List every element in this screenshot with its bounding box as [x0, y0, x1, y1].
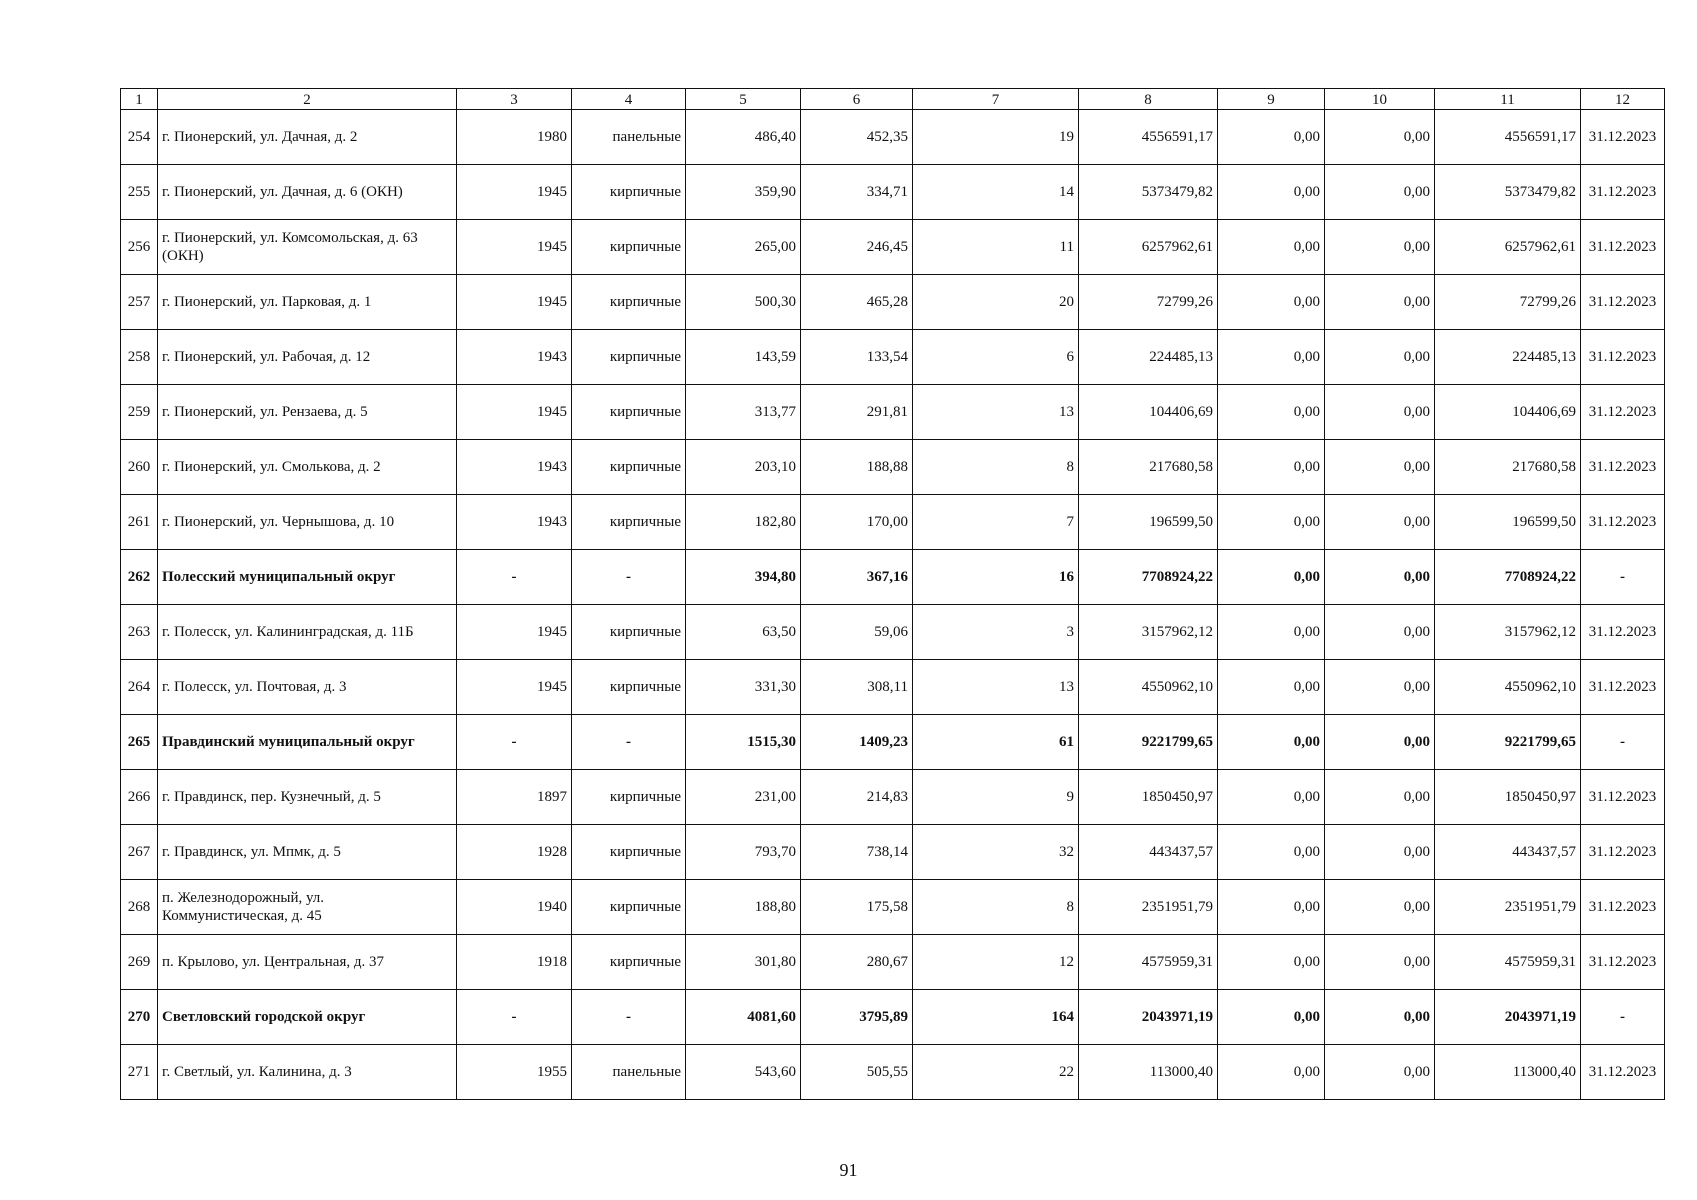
cell-row-number: 265: [121, 715, 158, 770]
cell-wall-material: кирпичные: [572, 440, 686, 495]
cell-cost-total: 72799,26: [1079, 275, 1218, 330]
column-header-2: 2: [158, 89, 457, 110]
cell-area-total: 182,80: [686, 495, 801, 550]
cell-cost-budget: 0,00: [1325, 330, 1435, 385]
table-header: [121, 89, 1665, 110]
cell-address: Правдинский муниципальный округ: [158, 715, 457, 770]
cell-cost-total: 104406,69: [1079, 385, 1218, 440]
cell-cost-total: 4550962,10: [1079, 660, 1218, 715]
table-row: [121, 605, 1665, 660]
cell-row-number: 263: [121, 605, 158, 660]
table-row: [121, 385, 1665, 440]
header-row: [121, 89, 1665, 110]
cell-cost-budget: 0,00: [1325, 1045, 1435, 1100]
cell-wall-material: кирпичные: [572, 770, 686, 825]
table-row: [121, 275, 1665, 330]
table-row: [121, 1045, 1665, 1100]
cell-address: г. Полесск, ул. Калининградская, д. 11Б: [158, 605, 457, 660]
cell-row-number: 259: [121, 385, 158, 440]
cell-address: Светловский городской округ: [158, 990, 457, 1045]
cell-area-total: 500,30: [686, 275, 801, 330]
cell-deadline-date: 31.12.2023: [1581, 165, 1665, 220]
cell-residents-count: 12: [913, 935, 1079, 990]
cell-area-total: 486,40: [686, 110, 801, 165]
cell-area-living: 188,88: [801, 440, 913, 495]
cell-area-living: 308,11: [801, 660, 913, 715]
cell-wall-material: кирпичные: [572, 825, 686, 880]
cell-wall-material: кирпичные: [572, 330, 686, 385]
cell-cost-budget: 0,00: [1325, 550, 1435, 605]
cell-address: г. Пионерский, ул. Парковая, д. 1: [158, 275, 457, 330]
cell-year: 1945: [457, 220, 572, 275]
cell-cost-budget: 0,00: [1325, 495, 1435, 550]
cell-area-total: 143,59: [686, 330, 801, 385]
column-header-3: 3: [457, 89, 572, 110]
cell-wall-material: -: [572, 990, 686, 1045]
housing-table-container: [120, 88, 1664, 1100]
cell-deadline-date: 31.12.2023: [1581, 770, 1665, 825]
cell-cost-budget: 0,00: [1325, 935, 1435, 990]
cell-cost-total: 196599,50: [1079, 495, 1218, 550]
cell-cost-other: 2043971,19: [1435, 990, 1581, 1045]
cell-address: Полесский муниципальный округ: [158, 550, 457, 605]
cell-address: г. Пионерский, ул. Рабочая, д. 12: [158, 330, 457, 385]
column-header-8: 8: [1079, 89, 1218, 110]
cell-wall-material: -: [572, 550, 686, 605]
cell-area-total: 793,70: [686, 825, 801, 880]
table-row: [121, 165, 1665, 220]
cell-cost-total: 9221799,65: [1079, 715, 1218, 770]
cell-row-number: 269: [121, 935, 158, 990]
cell-deadline-date: 31.12.2023: [1581, 1045, 1665, 1100]
cell-cost-total: 443437,57: [1079, 825, 1218, 880]
cell-row-number: 255: [121, 165, 158, 220]
subtotal-row: [121, 715, 1665, 770]
cell-deadline-date: 31.12.2023: [1581, 220, 1665, 275]
table-row: [121, 880, 1665, 935]
cell-deadline-date: 31.12.2023: [1581, 935, 1665, 990]
cell-residents-count: 22: [913, 1045, 1079, 1100]
cell-address: г. Пионерский, ул. Рензаева, д. 5: [158, 385, 457, 440]
cell-area-living: 133,54: [801, 330, 913, 385]
cell-year: 1945: [457, 165, 572, 220]
cell-area-total: 1515,30: [686, 715, 801, 770]
cell-address: г. Полесск, ул. Почтовая, д. 3: [158, 660, 457, 715]
cell-cost-other: 4556591,17: [1435, 110, 1581, 165]
cell-area-total: 231,00: [686, 770, 801, 825]
cell-area-total: 4081,60: [686, 990, 801, 1045]
cell-deadline-date: 31.12.2023: [1581, 825, 1665, 880]
cell-area-living: 465,28: [801, 275, 913, 330]
cell-cost-fund: 0,00: [1218, 660, 1325, 715]
cell-wall-material: кирпичные: [572, 275, 686, 330]
cell-cost-fund: 0,00: [1218, 165, 1325, 220]
housing-table: [120, 88, 1665, 1100]
cell-area-living: 280,67: [801, 935, 913, 990]
cell-area-total: 543,60: [686, 1045, 801, 1100]
cell-address: п. Железнодорожный, ул. Коммунистическая, д. 45: [158, 880, 457, 935]
cell-cost-budget: 0,00: [1325, 605, 1435, 660]
cell-residents-count: 20: [913, 275, 1079, 330]
cell-area-living: 246,45: [801, 220, 913, 275]
cell-area-living: 1409,23: [801, 715, 913, 770]
cell-area-total: 394,80: [686, 550, 801, 605]
cell-cost-other: 217680,58: [1435, 440, 1581, 495]
cell-row-number: 267: [121, 825, 158, 880]
cell-wall-material: кирпичные: [572, 220, 686, 275]
column-header-1: 1: [121, 89, 158, 110]
cell-cost-total: 4556591,17: [1079, 110, 1218, 165]
cell-address: г. Пионерский, ул. Комсомольская, д. 63 (ОКН): [158, 220, 457, 275]
table-row: [121, 220, 1665, 275]
cell-address: г. Светлый, ул. Калинина, д. 3: [158, 1045, 457, 1100]
cell-year: -: [457, 715, 572, 770]
cell-wall-material: -: [572, 715, 686, 770]
cell-residents-count: 32: [913, 825, 1079, 880]
subtotal-row: [121, 990, 1665, 1045]
cell-cost-other: 2351951,79: [1435, 880, 1581, 935]
cell-area-living: 505,55: [801, 1045, 913, 1100]
cell-row-number: 257: [121, 275, 158, 330]
cell-row-number: 268: [121, 880, 158, 935]
cell-cost-fund: 0,00: [1218, 495, 1325, 550]
cell-cost-budget: 0,00: [1325, 715, 1435, 770]
cell-year: 1943: [457, 440, 572, 495]
cell-residents-count: 13: [913, 660, 1079, 715]
cell-cost-budget: 0,00: [1325, 165, 1435, 220]
cell-address: г. Пионерский, ул. Чернышова, д. 10: [158, 495, 457, 550]
cell-year: 1945: [457, 385, 572, 440]
cell-row-number: 262: [121, 550, 158, 605]
cell-cost-budget: 0,00: [1325, 385, 1435, 440]
cell-residents-count: 6: [913, 330, 1079, 385]
cell-residents-count: 8: [913, 440, 1079, 495]
cell-cost-fund: 0,00: [1218, 1045, 1325, 1100]
cell-row-number: 271: [121, 1045, 158, 1100]
table-row: [121, 440, 1665, 495]
cell-address: г. Пионерский, ул. Дачная, д. 2: [158, 110, 457, 165]
cell-year: 1945: [457, 605, 572, 660]
cell-deadline-date: 31.12.2023: [1581, 110, 1665, 165]
cell-cost-fund: 0,00: [1218, 935, 1325, 990]
cell-cost-total: 7708924,22: [1079, 550, 1218, 605]
cell-cost-other: 196599,50: [1435, 495, 1581, 550]
cell-cost-total: 4575959,31: [1079, 935, 1218, 990]
column-header-11: 11: [1435, 89, 1581, 110]
cell-area-total: 265,00: [686, 220, 801, 275]
cell-cost-fund: 0,00: [1218, 715, 1325, 770]
table-body: [121, 110, 1665, 1100]
cell-cost-total: 217680,58: [1079, 440, 1218, 495]
cell-area-living: 170,00: [801, 495, 913, 550]
cell-cost-other: 113000,40: [1435, 1045, 1581, 1100]
cell-cost-budget: 0,00: [1325, 825, 1435, 880]
cell-address: г. Правдинск, ул. Мпмк, д. 5: [158, 825, 457, 880]
cell-deadline-date: -: [1581, 715, 1665, 770]
cell-address: г. Пионерский, ул. Смолькова, д. 2: [158, 440, 457, 495]
cell-year: 1943: [457, 330, 572, 385]
table-row: [121, 660, 1665, 715]
cell-area-total: 188,80: [686, 880, 801, 935]
cell-deadline-date: 31.12.2023: [1581, 660, 1665, 715]
column-header-6: 6: [801, 89, 913, 110]
cell-area-living: 3795,89: [801, 990, 913, 1045]
cell-deadline-date: -: [1581, 550, 1665, 605]
cell-deadline-date: 31.12.2023: [1581, 385, 1665, 440]
cell-year: 1945: [457, 660, 572, 715]
cell-residents-count: 14: [913, 165, 1079, 220]
column-header-10: 10: [1325, 89, 1435, 110]
cell-cost-total: 6257962,61: [1079, 220, 1218, 275]
cell-residents-count: 13: [913, 385, 1079, 440]
cell-wall-material: панельные: [572, 1045, 686, 1100]
cell-cost-total: 1850450,97: [1079, 770, 1218, 825]
cell-cost-other: 6257962,61: [1435, 220, 1581, 275]
cell-row-number: 254: [121, 110, 158, 165]
cell-deadline-date: 31.12.2023: [1581, 495, 1665, 550]
cell-area-total: 313,77: [686, 385, 801, 440]
cell-address: п. Крылово, ул. Центральная, д. 37: [158, 935, 457, 990]
cell-row-number: 266: [121, 770, 158, 825]
cell-residents-count: 61: [913, 715, 1079, 770]
cell-deadline-date: -: [1581, 990, 1665, 1045]
cell-cost-fund: 0,00: [1218, 330, 1325, 385]
cell-area-total: 203,10: [686, 440, 801, 495]
cell-row-number: 258: [121, 330, 158, 385]
cell-cost-total: 5373479,82: [1079, 165, 1218, 220]
cell-cost-other: 7708924,22: [1435, 550, 1581, 605]
cell-year: 1980: [457, 110, 572, 165]
table-row: [121, 495, 1665, 550]
cell-cost-fund: 0,00: [1218, 825, 1325, 880]
cell-cost-fund: 0,00: [1218, 275, 1325, 330]
cell-cost-budget: 0,00: [1325, 770, 1435, 825]
cell-cost-other: 4575959,31: [1435, 935, 1581, 990]
page-number: 91: [839, 1160, 858, 1180]
cell-area-living: 738,14: [801, 825, 913, 880]
cell-deadline-date: 31.12.2023: [1581, 275, 1665, 330]
cell-cost-fund: 0,00: [1218, 990, 1325, 1045]
cell-residents-count: 16: [913, 550, 1079, 605]
cell-cost-budget: 0,00: [1325, 990, 1435, 1045]
cell-cost-total: 113000,40: [1079, 1045, 1218, 1100]
cell-area-total: 331,30: [686, 660, 801, 715]
cell-cost-other: 1850450,97: [1435, 770, 1581, 825]
cell-row-number: 261: [121, 495, 158, 550]
cell-cost-other: 3157962,12: [1435, 605, 1581, 660]
column-header-12: 12: [1581, 89, 1665, 110]
cell-row-number: 264: [121, 660, 158, 715]
cell-cost-other: 4550962,10: [1435, 660, 1581, 715]
cell-residents-count: 11: [913, 220, 1079, 275]
cell-residents-count: 7: [913, 495, 1079, 550]
cell-cost-budget: 0,00: [1325, 275, 1435, 330]
cell-deadline-date: 31.12.2023: [1581, 440, 1665, 495]
cell-residents-count: 9: [913, 770, 1079, 825]
cell-area-total: 63,50: [686, 605, 801, 660]
cell-wall-material: кирпичные: [572, 880, 686, 935]
cell-wall-material: кирпичные: [572, 605, 686, 660]
cell-year: 1918: [457, 935, 572, 990]
cell-cost-budget: 0,00: [1325, 660, 1435, 715]
cell-cost-fund: 0,00: [1218, 385, 1325, 440]
column-header-7: 7: [913, 89, 1079, 110]
cell-cost-fund: 0,00: [1218, 220, 1325, 275]
cell-cost-fund: 0,00: [1218, 440, 1325, 495]
cell-residents-count: 3: [913, 605, 1079, 660]
cell-area-living: 175,58: [801, 880, 913, 935]
cell-cost-budget: 0,00: [1325, 220, 1435, 275]
column-header-5: 5: [686, 89, 801, 110]
cell-cost-budget: 0,00: [1325, 110, 1435, 165]
cell-cost-fund: 0,00: [1218, 550, 1325, 605]
cell-year: 1945: [457, 275, 572, 330]
cell-area-living: 367,16: [801, 550, 913, 605]
cell-cost-other: 5373479,82: [1435, 165, 1581, 220]
cell-area-total: 359,90: [686, 165, 801, 220]
cell-area-living: 452,35: [801, 110, 913, 165]
cell-wall-material: кирпичные: [572, 935, 686, 990]
cell-area-total: 301,80: [686, 935, 801, 990]
column-header-4: 4: [572, 89, 686, 110]
cell-residents-count: 19: [913, 110, 1079, 165]
cell-deadline-date: 31.12.2023: [1581, 605, 1665, 660]
cell-cost-other: 9221799,65: [1435, 715, 1581, 770]
cell-deadline-date: 31.12.2023: [1581, 330, 1665, 385]
cell-cost-fund: 0,00: [1218, 110, 1325, 165]
cell-cost-fund: 0,00: [1218, 605, 1325, 660]
cell-address: г. Пионерский, ул. Дачная, д. 6 (ОКН): [158, 165, 457, 220]
cell-address: г. Правдинск, пер. Кузнечный, д. 5: [158, 770, 457, 825]
cell-row-number: 270: [121, 990, 158, 1045]
cell-year: 1928: [457, 825, 572, 880]
table-row: [121, 825, 1665, 880]
cell-year: 1943: [457, 495, 572, 550]
cell-year: 1897: [457, 770, 572, 825]
table-row: [121, 110, 1665, 165]
cell-cost-other: 72799,26: [1435, 275, 1581, 330]
cell-residents-count: 164: [913, 990, 1079, 1045]
cell-cost-total: 224485,13: [1079, 330, 1218, 385]
cell-year: 1940: [457, 880, 572, 935]
cell-wall-material: кирпичные: [572, 495, 686, 550]
cell-cost-other: 443437,57: [1435, 825, 1581, 880]
cell-wall-material: кирпичные: [572, 660, 686, 715]
cell-area-living: 334,71: [801, 165, 913, 220]
cell-area-living: 59,06: [801, 605, 913, 660]
table-row: [121, 935, 1665, 990]
cell-cost-fund: 0,00: [1218, 770, 1325, 825]
cell-cost-other: 104406,69: [1435, 385, 1581, 440]
cell-cost-budget: 0,00: [1325, 440, 1435, 495]
cell-cost-total: 2351951,79: [1079, 880, 1218, 935]
cell-cost-total: 2043971,19: [1079, 990, 1218, 1045]
cell-deadline-date: 31.12.2023: [1581, 880, 1665, 935]
cell-year: -: [457, 990, 572, 1045]
cell-area-living: 214,83: [801, 770, 913, 825]
table-row: [121, 770, 1665, 825]
cell-year: -: [457, 550, 572, 605]
cell-row-number: 260: [121, 440, 158, 495]
cell-cost-budget: 0,00: [1325, 880, 1435, 935]
cell-cost-other: 224485,13: [1435, 330, 1581, 385]
cell-wall-material: панельные: [572, 110, 686, 165]
table-row: [121, 330, 1665, 385]
cell-row-number: 256: [121, 220, 158, 275]
subtotal-row: [121, 550, 1665, 605]
column-header-9: 9: [1218, 89, 1325, 110]
cell-year: 1955: [457, 1045, 572, 1100]
cell-area-living: 291,81: [801, 385, 913, 440]
cell-cost-fund: 0,00: [1218, 880, 1325, 935]
cell-wall-material: кирпичные: [572, 165, 686, 220]
cell-wall-material: кирпичные: [572, 385, 686, 440]
cell-cost-total: 3157962,12: [1079, 605, 1218, 660]
cell-residents-count: 8: [913, 880, 1079, 935]
